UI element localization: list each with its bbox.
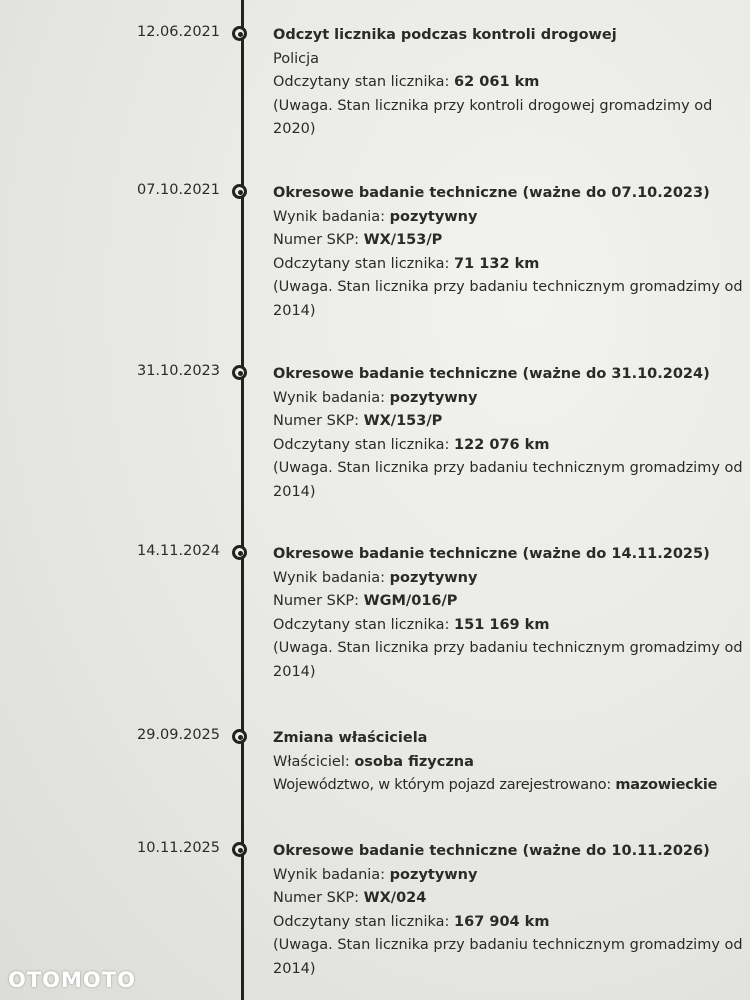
result-value: pozytywny [389,866,478,883]
result-value: pozytywny [389,569,478,586]
entry-title: Okresowe badanie techniczne (ważne do 07.10.2023) [273,185,710,201]
skp-value: WGM/016/P [363,593,458,609]
entry-date: 10.11.2025 [136,840,220,856]
timeline-node-icon [232,365,247,380]
odometer-label: Odczytany stan licznika: [273,255,455,272]
entry-source: Policja [273,50,320,67]
entry-content [273,543,743,684]
entry-odometer [273,71,743,95]
result-label: Wynik badania: [273,208,390,225]
entry-content [273,363,743,504]
entry-date: 14.11.2024 [136,543,220,559]
entry-date: 07.10.2021 [136,182,220,198]
entry-odometer [273,253,743,277]
entry-content [273,727,743,798]
skp-value: WX/153/P [363,413,443,429]
skp-value: WX/024 [363,890,427,906]
entry-skp [273,410,743,434]
entry-date: 31.10.2023 [136,363,220,379]
entry-skp [273,590,743,614]
timeline-node-icon [232,26,247,41]
result-value: pozytywny [389,208,478,225]
odometer-value: 71 132 km [454,255,540,272]
entry-title: Okresowe badanie techniczne (ważne do 31.10.2024) [273,366,710,382]
entry-odometer [273,911,743,935]
result-value: pozytywny [389,389,478,406]
timeline-node-icon [232,545,247,560]
odometer-label: Odczytany stan licznika: [273,74,455,90]
entry-skp [273,229,743,253]
timeline-node-icon [232,184,247,199]
skp-label: Numer SKP: [273,890,364,906]
region-label: Województwo, w którym pojazd zarejestrowano: [273,777,616,793]
owner-label: Właściciel: [273,753,355,770]
entry-note: (Uwaga. Stan licznika przy badaniu technicznym gromadzimy od 2014) [273,640,743,680]
entry-owner [273,751,743,775]
result-label: Wynik badania: [273,389,390,406]
entry-date: 12.06.2021 [136,24,220,40]
timeline-node-icon [232,729,247,744]
odometer-value: 62 061 km [454,74,540,90]
odometer-label: Odczytany stan licznika: [273,436,455,453]
owner-value: osoba fizyczna [354,753,474,770]
skp-value: WX/153/P [363,232,443,248]
odometer-label: Odczytany stan licznika: [273,616,455,633]
entry-result [273,387,743,411]
entry-result [273,206,743,230]
odometer-label: Odczytany stan licznika: [273,913,455,930]
entry-title: Zmiana właściciela [273,730,428,746]
entry-odometer [273,614,743,638]
entry-region [273,774,743,798]
entry-note: (Uwaga. Stan licznika przy badaniu technicznym gromadzimy od 2014) [273,279,743,319]
entry-note: (Uwaga. Stan licznika przy badaniu technicznym gromadzimy od 2014) [273,460,743,500]
region-value: mazowieckie [615,777,718,793]
timeline-node-icon [232,842,247,857]
entry-result [273,864,743,888]
entry-title: Odczyt licznika podczas kontroli drogowej [273,27,617,43]
entry-content [273,24,743,142]
odometer-value: 122 076 km [454,436,550,453]
result-label: Wynik badania: [273,866,390,883]
entry-skp [273,887,743,911]
skp-label: Numer SKP: [273,413,364,429]
entry-title: Okresowe badanie techniczne (ważne do 10.11.2026) [273,843,710,859]
entry-content [273,182,743,323]
odometer-value: 151 169 km [454,616,550,633]
result-label: Wynik badania: [273,569,390,586]
skp-label: Numer SKP: [273,232,364,248]
skp-label: Numer SKP: [273,593,364,609]
entry-result [273,567,743,591]
entry-title: Okresowe badanie techniczne (ważne do 14.11.2025) [273,546,710,562]
otomoto-watermark: OTOMOTO [8,968,136,992]
entry-note: (Uwaga. Stan licznika przy badaniu technicznym gromadzimy od 2014) [273,937,743,977]
entry-note: (Uwaga. Stan licznika przy kontroli drogowej gromadzimy od 2020) [273,97,713,137]
odometer-value: 167 904 km [454,913,550,930]
entry-content [273,840,743,981]
entry-odometer [273,434,743,458]
entry-date: 29.09.2025 [136,727,220,743]
